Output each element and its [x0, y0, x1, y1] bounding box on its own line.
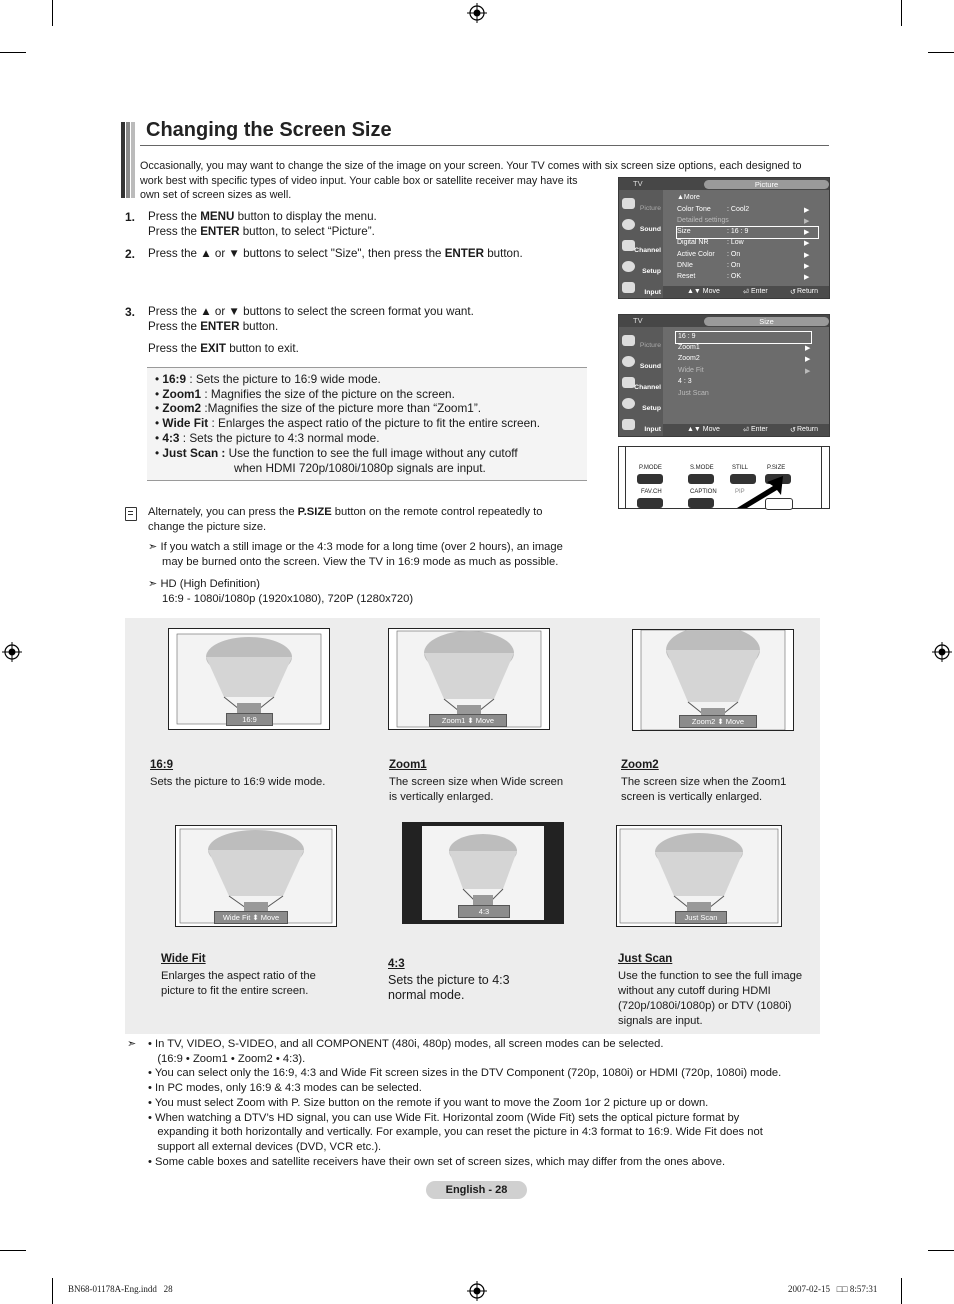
sound-icon — [622, 219, 635, 230]
mode-label: Wide Fit ⬍ Move — [214, 911, 288, 924]
registration-mark-icon — [932, 642, 952, 662]
mode-heading: Zoom1 — [389, 759, 427, 771]
note-icon — [125, 507, 137, 521]
page-title: Changing the Screen Size — [146, 119, 392, 141]
remote-control-illustration: P.MODE S.MODE STILL P.SIZE FAV.CH CAPTION PIP — [618, 446, 830, 509]
title-divider — [140, 145, 829, 146]
remote-button[interactable] — [688, 498, 714, 508]
enter-icon: ⏎ — [743, 427, 749, 434]
mode-label: Zoom2 ⬍ Move — [679, 715, 757, 728]
step-1-text: Press the MENU button to display the menu. Press the ENTER button, to select “Picture”. — [148, 210, 377, 238]
crop-mark — [901, 0, 902, 26]
pointer-arrow-icon — [727, 473, 787, 508]
mode-thumbnail-zoom2 — [632, 629, 794, 731]
picture-menu-screenshot: TV Picture Picture Sound Channel Setup Input ▲More Color Tone : Cool2 ▶ Detailed settings ▶ Size : 16 : 9 ▶ Digital NR : Low ▶ Active Color : On ▶ DNIe : On ▶ Reset : OK ▶ ▲▼ Move ⏎ Enter ↺ Return — [618, 177, 830, 299]
remote-button[interactable] — [637, 474, 663, 484]
crop-mark — [901, 1278, 902, 1304]
mode-thumbnail-16-9 — [168, 628, 330, 730]
picture-icon — [622, 198, 635, 209]
step-3-text: Press the ▲ or ▼ buttons to select the screen format you want. Press the ENTER button. Press the EXIT button to exit. — [148, 305, 474, 355]
mode-description: Enlarges the aspect ratio of the picture to fit the entire screen. — [161, 970, 316, 997]
intro-line: own set of screen sizes as well. — [140, 189, 292, 201]
mode-description: Sets the picture to 4:3 normal mode. — [388, 973, 510, 1002]
psize-note: Alternately, you can press the P.SIZE button on the remote control repeatedly to change the picture size. — [148, 506, 543, 533]
mode-description: The screen size when the Zoom1 screen is vertically enlarged. — [621, 776, 787, 803]
mode-thumbnail-wide-fit — [175, 825, 337, 927]
step-number: 2. — [125, 247, 136, 261]
size-option: • Zoom2 :Magnifies the size of the picture more than “Zoom1”. — [155, 401, 482, 415]
burn-note: ➣ If you watch a still image or the 4:3 mode for a long time (over 2 hours), an image may be burned onto the screen. View the TV in 16:9 mode as much as possible. — [148, 541, 563, 568]
mode-description: Sets the picture to 16:9 wide mode. — [150, 776, 326, 788]
mode-heading: Just Scan — [618, 953, 673, 965]
title-accent-bar — [121, 122, 135, 198]
input-icon — [622, 419, 635, 430]
crop-mark — [0, 52, 26, 53]
size-options-box — [147, 367, 587, 481]
mode-heading: 16:9 — [150, 759, 174, 771]
mode-heading: Zoom2 — [621, 759, 659, 771]
size-option: • Wide Fit : Enlarges the aspect ratio of the picture to fit the entire screen. — [155, 416, 540, 430]
size-option-cont: when HDMI 720p/1080i/1080p signals are input. — [234, 461, 486, 475]
mode-label: 4:3 — [458, 905, 510, 918]
size-option: • Just Scan : Use the function to see the full image without any cutoff — [155, 446, 518, 460]
return-icon: ↺ — [790, 427, 796, 434]
enter-icon: ⏎ — [743, 289, 749, 296]
crop-mark — [0, 1250, 26, 1251]
mode-description: The screen size when Wide screen is vertically enlarged. — [389, 776, 564, 803]
print-timestamp: 2007-02-15 □□ 8:57:31 — [788, 1284, 878, 1294]
mode-description: Use the function to see the full image without any cutoff during HDMI (720p/1080i/1080p) or DTV (1080i) signals are input. — [618, 970, 803, 1027]
mode-thumbnail-zoom1 — [388, 628, 550, 730]
mode-heading: Wide Fit — [161, 953, 206, 965]
page-number: English - 28 — [426, 1181, 527, 1199]
registration-mark-icon — [467, 1281, 487, 1301]
note-arrow-icon: ➣ — [127, 1038, 137, 1050]
setup-icon — [622, 261, 635, 272]
remote-button[interactable] — [637, 498, 663, 508]
crop-mark — [928, 52, 954, 53]
intro-line: work best with specific types of video input. Your cable box or satellite receiver may have its — [140, 174, 578, 187]
step-2-text: Press the ▲ or ▼ buttons to select "Size", then press the ENTER button. — [148, 247, 523, 260]
mode-thumbnail-just-scan — [616, 825, 782, 927]
return-icon: ↺ — [790, 289, 796, 296]
channel-icon — [622, 377, 635, 388]
mode-label: Just Scan — [675, 911, 727, 924]
step-number: 3. — [125, 305, 136, 319]
channel-icon — [622, 240, 635, 251]
hd-note: ➣ HD (High Definition) 16:9 - 1080i/1080p (1920x1080), 720P (1280x720) — [148, 578, 414, 605]
picture-icon — [622, 335, 635, 346]
size-option: • Zoom1 : Magnifies the size of the picture on the screen. — [155, 387, 455, 401]
size-menu-screenshot: TV Size Picture Sound Channel Setup Input 16 : 9 Zoom1 ▶ Zoom2 ▶ Wide Fit ▶ 4 : 3 Just Scan ▲▼ Move ⏎ Enter ↺ Return — [618, 314, 830, 437]
size-option: • 16:9 : Sets the picture to 16:9 wide mode. — [155, 372, 381, 386]
bottom-notes: • In TV, VIDEO, S-VIDEO, and all COMPONENT (480i, 480p) modes, all screen modes can be selected. (16:9 • Zoom1 • Zoom2 • 4:3). • You can select only the 16:9, 4:3 and Wide Fit screen sizes in the DTV Component (720p, 1080i) or HDMI (720p, 1080i) mode. • In PC modes, only 16:9 & 4:3 modes can be selected. • You must select Zoom with P. Size button on the remote if you want to move the Zoom 1or 2 picture up or down. • When watching a DTV’s HD signal, you can use Wide Fit. Horizontal zoom (Wide Fit) sets the optical picture format by expanding it both horizontally and vertically. For example, you can reset the picture in 4:3 format to 16:9. Wide Fit does not support all external devices (DVD, VCR etc.). • Some cable boxes and satellite receivers have their own set of screen sizes, which may differ from the ones above. — [148, 1038, 782, 1168]
step-number: 1. — [125, 210, 136, 224]
mode-label: Zoom1 ⬍ Move — [429, 714, 507, 727]
registration-mark-icon — [2, 642, 22, 662]
size-option: • 4:3 : Sets the picture to 4:3 normal mode. — [155, 431, 380, 445]
intro-line: Occasionally, you may want to change the size of the image on your screen. Your TV comes with six screen size options, each designed to — [140, 160, 802, 172]
input-icon — [622, 282, 635, 293]
crop-mark — [52, 0, 53, 26]
mode-label: 16:9 — [226, 713, 273, 726]
crop-mark — [928, 1250, 954, 1251]
mode-thumbnail-4-3 — [402, 822, 564, 924]
menu-selection-box — [676, 226, 819, 239]
file-info: BN68-01178A-Eng.indd 28 — [68, 1284, 173, 1294]
remote-button[interactable] — [688, 474, 714, 484]
registration-mark-icon — [467, 3, 487, 23]
setup-icon — [622, 398, 635, 409]
sound-icon — [622, 356, 635, 367]
crop-mark — [52, 1278, 53, 1304]
mode-heading: 4:3 — [388, 958, 405, 970]
